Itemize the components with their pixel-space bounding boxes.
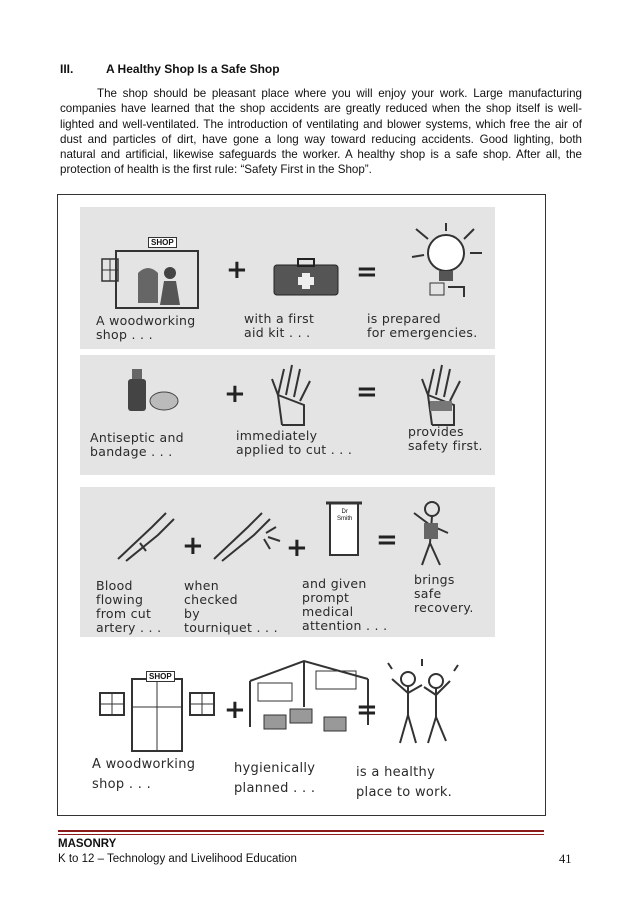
door-sign: Dr Smith xyxy=(337,509,353,522)
section-title: A Healthy Shop Is a Safe Shop xyxy=(106,62,280,76)
caption-r1-c3: is prepared for emergencies. xyxy=(367,311,478,340)
equals-sign-3: = xyxy=(376,525,398,555)
section-number: III. xyxy=(60,62,74,76)
shop-sign-2: SHOP xyxy=(146,671,175,682)
clean-shop-icon xyxy=(96,671,220,751)
plus-sign-1a: + xyxy=(226,255,248,285)
footer-rule xyxy=(58,830,544,832)
happy-workers-icon xyxy=(378,657,468,749)
bandaged-hand-icon xyxy=(414,361,474,427)
planned-room-icon xyxy=(244,657,374,747)
tourniquet-arm-icon xyxy=(208,507,288,563)
equals-sign-2: = xyxy=(356,377,378,407)
first-aid-kit-icon xyxy=(272,257,342,297)
shop-sign: SHOP xyxy=(148,237,177,248)
plus-sign-4a: + xyxy=(224,695,246,725)
section-heading xyxy=(60,62,280,76)
caption-r2-c3: provides safety first. xyxy=(408,424,483,453)
caption-r1-c1: A woodworking shop . . . xyxy=(96,313,196,342)
caption-r2-c1: Antiseptic and bandage . . . xyxy=(90,430,184,459)
bleeding-arm-icon xyxy=(112,507,192,563)
caption-r3-c1: Blood flowing from cut artery . . . xyxy=(96,578,162,635)
caption-r4-c3: is a healthy place to work. xyxy=(356,765,453,800)
caption-r3-c4: brings safe recovery. xyxy=(414,572,474,615)
page-number: 41 xyxy=(559,852,572,866)
footer-subject: MASONRY xyxy=(58,838,117,850)
caption-r3-c3: and given prompt medical attention . . . xyxy=(302,576,388,633)
equals-sign-1: = xyxy=(356,257,378,287)
caption-r2-c2: immediately applied to cut . . . xyxy=(236,428,353,457)
safety-illustration xyxy=(57,194,546,816)
footer-course: K to 12 – Technology and Livelihood Education xyxy=(58,853,297,865)
footer-rule-thin xyxy=(58,834,544,835)
plus-sign-3a: + xyxy=(182,531,204,561)
caption-r4-c2: hygienically planned . . . xyxy=(234,761,316,796)
plus-sign-2a: + xyxy=(224,379,246,409)
plus-sign-3b: + xyxy=(286,533,308,563)
equals-sign-4: = xyxy=(356,695,378,725)
cut-hand-icon xyxy=(264,361,324,427)
caption-r3-c2: when checked by tourniquet . . . xyxy=(184,578,278,635)
recovered-man-icon xyxy=(408,499,458,569)
caption-r1-c2: with a first aid kit . . . xyxy=(244,311,315,340)
light-bulb-icon xyxy=(394,221,489,301)
body-paragraph: The shop should be pleasant place where you will enjoy your work. Large manufacturing companies have learned that the shop accidents are greatly reduced when the shop itself is well-lighted and well-ventilated. The introduction of ventilating and blower systems, which free the air of dust and particles of dirt, have gone a long way toward reducing accidents. Good lighting, both natural and artificial, likewise safeguards the worker. A healthy shop is a safe shop. After all, the protection of health is the first rule: “Safety First in the Shop”. xyxy=(60,87,582,177)
caption-r4-c1: A woodworking shop . . . xyxy=(92,757,196,792)
antiseptic-bottle-icon xyxy=(124,365,184,415)
